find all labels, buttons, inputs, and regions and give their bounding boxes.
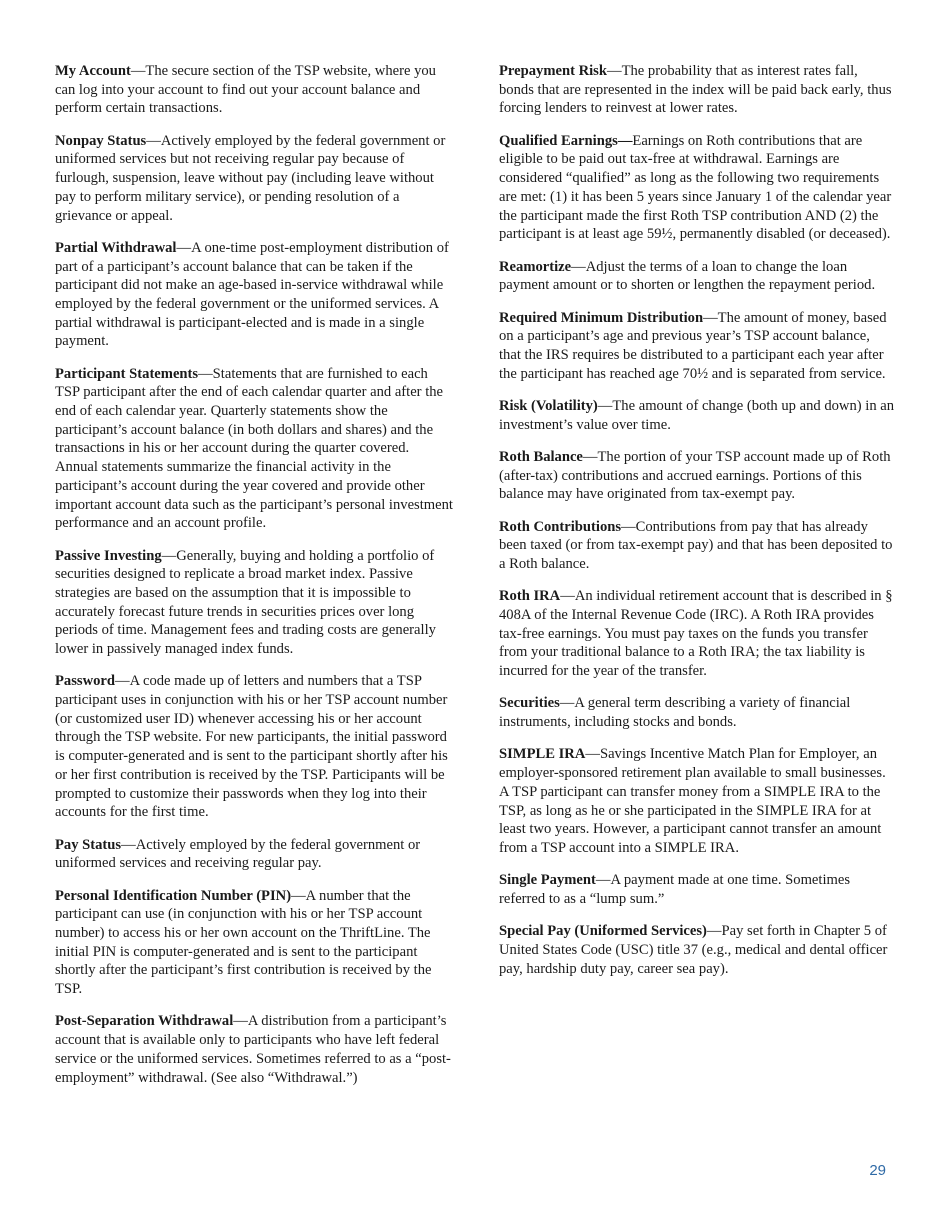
- glossary-term: Nonpay Status: [55, 132, 147, 149]
- glossary-term: Roth Contributions: [499, 518, 622, 535]
- term-separator: —: [585, 746, 600, 763]
- glossary-definition: Actively employed by the federal government or uniformed services and receiving regular pay.: [55, 836, 421, 872]
- glossary-term: Reamortize: [499, 258, 572, 275]
- page-number: 29: [869, 1162, 886, 1179]
- glossary-entry: [55, 672, 453, 822]
- term-separator: —: [606, 63, 622, 79]
- term-separator: —: [146, 132, 161, 149]
- term-separator: —: [115, 673, 130, 690]
- glossary-entry: [55, 365, 453, 533]
- glossary-definition: The amount of change (both up and down) in an investment’s value over time.: [499, 397, 895, 433]
- term-separator: —: [198, 365, 213, 382]
- term-separator: —: [582, 448, 598, 465]
- glossary-definition: Savings Incentive Match Plan for Employer, an employer-sponsored retirement plan available to small businesses. A TSP participant can transfer money from a SIMPLE IRA to the TSP, as long as he or she participated in the SIMPLE IRA for at least two years. However, a participant cannot transfer an amount from a TSP account into a SIMPLE IRA.: [499, 746, 886, 856]
- term-separator: —: [559, 695, 575, 712]
- glossary-definition: A general term describing a variety of financial instruments, including stocks and bonds.: [499, 695, 851, 731]
- glossary-entry: [499, 745, 895, 857]
- term-separator: —: [233, 1013, 248, 1030]
- glossary-term: Post-Separation Withdrawal: [55, 1013, 234, 1030]
- glossary-definition: A code made up of letters and numbers that a TSP participant uses in conjunction with his or her TSP account number (or customized user ID) whenever accessing his or her account through the TSP website. For new participants, the initial password is computer-generated and is sent to the participant shortly after his or her first contribution is received by the TSP. Participants will be prompted to customize their passwords when they log into their accounts for the first time.: [55, 673, 448, 821]
- term-separator: —: [291, 887, 306, 904]
- glossary-definition: Generally, buying and holding a portfolio of securities designed to replicate a broad market index. Passive strategies are based on the assumption that it is impossible to accurately forecast future trends in securities prices over long periods of time. Management fees and trading costs are generally lower in passively managed index funds.: [55, 547, 436, 658]
- term-separator: —: [621, 518, 636, 535]
- glossary-entry: [55, 62, 453, 118]
- glossary-term: Securities: [499, 695, 560, 712]
- term-separator: —: [130, 63, 146, 79]
- glossary-definition: The probability that as interest rates fall, bonds that are represented in the index will be paid back early, thus forcing lenders to reinvest at lower rates.: [499, 63, 892, 117]
- glossary-definition: A number that the participant can use (in conjunction with his or her TSP account number) to access his or her own account on the ThriftLine. The initial PIN is computer-generated and is sent to the participant shortly after the participant’s first contribution is received by the TSP.: [55, 887, 432, 998]
- glossary-term: Password: [55, 673, 115, 690]
- glossary-entry: [55, 887, 453, 999]
- glossary-entry: [499, 448, 895, 504]
- term-separator: —: [161, 547, 177, 564]
- glossary-entry: [55, 836, 453, 873]
- glossary-entry: [499, 694, 895, 731]
- term-separator: —: [121, 836, 136, 853]
- glossary-definition: Earnings on Roth contributions that are eligible to be paid out tax-free at withdrawal. Earnings are considered “qualified” as long as the following two requirements are met: (1) it has been 5 years since January 1 of the calendar year the participant made the first Roth TSP contribution AND (2) the participant is at least age 59½, permanently disabled (or deceased).: [499, 132, 892, 243]
- glossary-term: Required Minimum Distribution: [499, 309, 704, 326]
- term-separator: —: [571, 258, 586, 275]
- glossary-definition: Contributions from pay that has already been taxed (or from tax-exempt pay) and that has been deposited to a Roth balance.: [499, 518, 893, 573]
- glossary-left-column: [55, 62, 453, 1101]
- glossary-term: Participant Statements: [55, 365, 199, 382]
- glossary-definition: The portion of your TSP account made up of Roth (after-tax) contributions and accrued earnings. Portions of this balance may have originated from tax-exempt pay.: [499, 448, 891, 503]
- glossary-term: Personal Identification Number (PIN): [55, 887, 292, 904]
- term-separator: —: [703, 309, 718, 326]
- glossary-entry: [499, 62, 895, 118]
- glossary-term: Qualified Earnings: [499, 132, 618, 149]
- glossary-entry: [499, 132, 895, 244]
- glossary-term: Special Pay (Uniformed Services): [499, 923, 707, 940]
- glossary-definition: A one-time post-employment distribution of part of a participant’s account balance that can be taken if the participant did not make an age-based in-service withdrawal while employed by the federal government or the uniformed services. A partial withdrawal is participant-elected and is made in a single payment.: [55, 239, 449, 350]
- term-separator: —: [706, 923, 722, 940]
- glossary-entry: [499, 871, 895, 908]
- glossary-definition: Pay set forth in Chapter 5 of United States Code (USC) title 37 (e.g., medical and dental officer pay, hardship duty pay, career sea pay).: [499, 923, 888, 977]
- term-separator: —: [597, 397, 613, 414]
- glossary-entry: [55, 239, 453, 351]
- glossary-entry: [499, 587, 895, 681]
- glossary-term: Prepayment Risk: [499, 63, 607, 79]
- glossary-term: My Account: [55, 63, 131, 79]
- glossary-term: Pay Status: [55, 836, 122, 853]
- glossary-entry: [499, 922, 895, 978]
- glossary-definition: A payment made at one time. Sometimes referred to as a “lump sum.”: [499, 872, 851, 907]
- glossary-term: Single Payment: [499, 872, 596, 889]
- term-separator: —: [560, 588, 575, 605]
- glossary-definition: An individual retirement account that is described in § 408A of the Internal Revenue Code (IRC). A Roth IRA provides tax-free earnings. You must pay taxes on the funds you transfer from your traditional balance to a Roth IRA; the tax liability is incurred for the year of the transfer.: [499, 588, 893, 680]
- glossary-term: Roth Balance: [499, 448, 583, 465]
- glossary-term: Risk (Volatility): [499, 397, 598, 414]
- glossary-entry: [55, 132, 453, 226]
- glossary-definition: The amount of money, based on a participant’s age and previous year’s TSP account balance, that the IRS requires be distributed to a participant each year after the participant has reached age 70½ and is separated from service.: [499, 309, 887, 382]
- term-separator: —: [176, 239, 192, 256]
- glossary-definition: Actively employed by the federal government or uniformed services but not receiving regular pay because of furlough, suspension, leave without pay (including leave without pay to perform military service), or pending resolution of a grievance or appeal.: [55, 132, 446, 224]
- glossary-right-column: [499, 62, 895, 992]
- glossary-entry: [499, 518, 895, 574]
- glossary-definition: The secure section of the TSP website, where you can log into your account to find out your account balance and perform certain transactions.: [55, 63, 436, 117]
- glossary-entry: [55, 1012, 453, 1087]
- term-separator: —: [617, 132, 633, 149]
- glossary-entry: [499, 309, 895, 384]
- glossary-definition: Statements that are furnished to each TSP participant after the end of each calendar quarter and after the end of each calendar year. Quarterly statements show the participant’s account balance (in both dollars and shares) and the transactions in his or her account during the quarter covered. Annual statements summarize the financial activity in the participant’s account during the year covered and provide other important account data such as the participant’s personal investment performance and an account profile.: [55, 365, 453, 532]
- glossary-entry: [499, 397, 895, 434]
- glossary-term: Partial Withdrawal: [55, 239, 177, 256]
- term-separator: —: [595, 872, 611, 889]
- glossary-definition: Adjust the terms of a loan to change the loan payment amount or to shorten or lengthen the repayment period.: [499, 258, 876, 294]
- glossary-term: SIMPLE IRA: [499, 746, 586, 763]
- glossary-definition: A distribution from a participant’s account that is available only to participants who have left federal service or the uniformed services. Sometimes referred to as a “post-employment” withdrawal. (See also “Withdrawal.”): [55, 1013, 451, 1086]
- glossary-entry: [55, 547, 453, 659]
- glossary-entry: [499, 258, 895, 295]
- glossary-term: Passive Investing: [55, 547, 162, 564]
- glossary-term: Roth IRA: [499, 588, 561, 605]
